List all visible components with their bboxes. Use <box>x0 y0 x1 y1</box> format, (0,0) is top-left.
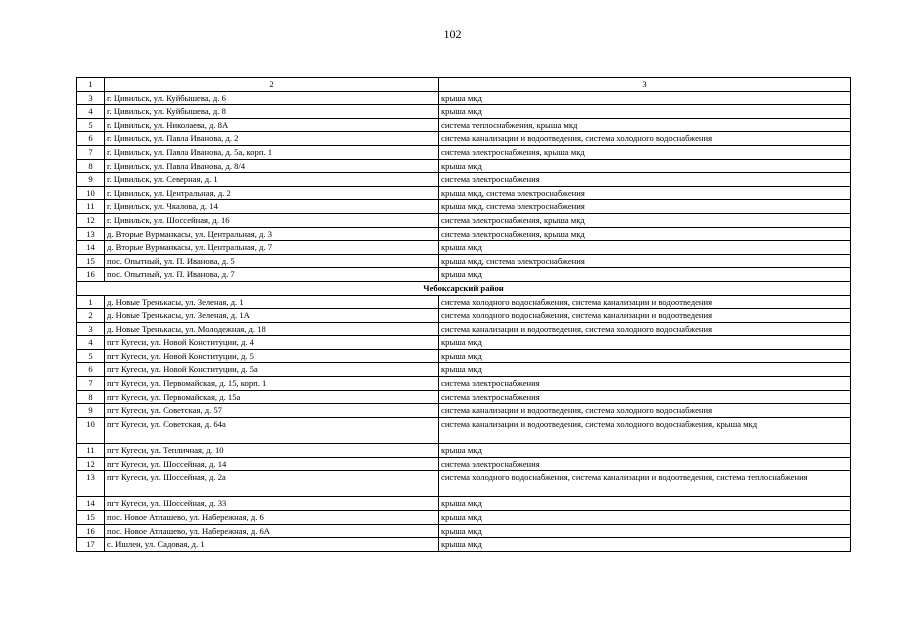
row-works: крыша мкд, система электроснабжения <box>439 254 851 268</box>
row-works: система канализации и водоотведения, система холодного водоснабжения, крыша мкд <box>439 417 851 443</box>
row-address: г. Цивильск, ул. Павла Иванова, д. 5а, корп. 1 <box>105 145 439 159</box>
row-works: система электроснабжения <box>439 173 851 187</box>
row-address: пгт Кугеси, ул. Первомайская, д. 15, корп. 1 <box>105 377 439 391</box>
row-address: г. Цивильск, ул. Чкалова, д. 14 <box>105 200 439 214</box>
row-address: пгт Кугеси, ул. Советская, д. 64а <box>105 417 439 443</box>
row-address: пгт Кугеси, ул. Тепличная, д. 10 <box>105 444 439 458</box>
row-address: пгт Кугеси, ул. Шоссейная, д. 2а <box>105 471 439 497</box>
row-works: крыша мкд <box>439 497 851 511</box>
table-row <box>77 471 851 497</box>
row-number: 10 <box>77 186 105 200</box>
row-works: система электроснабжения <box>439 377 851 391</box>
column-number-3: 3 <box>439 78 851 92</box>
row-number: 7 <box>77 377 105 391</box>
row-works: крыша мкд, система электроснабжения <box>439 186 851 200</box>
column-number-row <box>77 78 851 92</box>
table-row <box>77 524 851 538</box>
row-number: 15 <box>77 254 105 268</box>
row-works: крыша мкд <box>439 241 851 255</box>
table-row <box>77 200 851 214</box>
row-works: система электроснабжения <box>439 457 851 471</box>
register-table-body <box>77 78 851 552</box>
row-works: крыша мкд <box>439 524 851 538</box>
row-works: система канализации и водоотведения, система холодного водоснабжения <box>439 132 851 146</box>
row-address: г. Цивильск, ул. Николаева, д. 8А <box>105 118 439 132</box>
register-table <box>76 77 851 552</box>
row-address: г. Цивильск, ул. Куйбышева, д. 6 <box>105 91 439 105</box>
table-row <box>77 145 851 159</box>
row-address: д. Вторые Вурманкасы, ул. Центральная, д. 7 <box>105 241 439 255</box>
row-works: система холодного водоснабжения, система канализации и водоотведения, система теплоснабжения <box>439 471 851 497</box>
row-works: система холодного водоснабжения, система канализации и водоотведения <box>439 295 851 309</box>
row-works: система холодного водоснабжения, система канализации и водоотведения <box>439 309 851 323</box>
table-row <box>77 254 851 268</box>
row-works: система электроснабжения, крыша мкд <box>439 145 851 159</box>
table-row <box>77 511 851 525</box>
row-number: 6 <box>77 363 105 377</box>
row-works: крыша мкд <box>439 363 851 377</box>
table-row <box>77 404 851 418</box>
table-row <box>77 105 851 119</box>
row-number: 16 <box>77 268 105 282</box>
row-works: крыша мкд <box>439 336 851 350</box>
row-number: 2 <box>77 309 105 323</box>
row-address: пгт Кугеси, ул. Новой Конституции, д. 5 <box>105 349 439 363</box>
table-row <box>77 227 851 241</box>
row-address: г. Цивильск, ул. Шоссейная, д. 16 <box>105 213 439 227</box>
table-row <box>77 173 851 187</box>
row-works: крыша мкд <box>439 349 851 363</box>
row-works: крыша мкд <box>439 159 851 173</box>
row-address: пос. Опытный, ул. П. Иванова, д. 5 <box>105 254 439 268</box>
row-address: пгт Кугеси, ул. Первомайская, д. 15а <box>105 390 439 404</box>
table-row <box>77 497 851 511</box>
row-address: пгт Кугеси, ул. Новой Конституции, д. 4 <box>105 336 439 350</box>
row-number: 11 <box>77 444 105 458</box>
row-address: с. Ишлеи, ул. Садовая, д. 1 <box>105 538 439 552</box>
row-works: крыша мкд <box>439 268 851 282</box>
table-row <box>77 457 851 471</box>
table-row <box>77 390 851 404</box>
row-works: крыша мкд <box>439 91 851 105</box>
table-row <box>77 377 851 391</box>
row-works: система электроснабжения, крыша мкд <box>439 213 851 227</box>
row-works: система теплоснабжения, крыша мкд <box>439 118 851 132</box>
row-number: 9 <box>77 173 105 187</box>
row-number: 7 <box>77 145 105 159</box>
row-number: 12 <box>77 213 105 227</box>
row-address: пос. Опытный, ул. П. Иванова, д. 7 <box>105 268 439 282</box>
row-number: 6 <box>77 132 105 146</box>
table-row <box>77 363 851 377</box>
row-number: 3 <box>77 91 105 105</box>
row-number: 14 <box>77 497 105 511</box>
row-address: д. Вторые Вурманкасы, ул. Центральная, д. 3 <box>105 227 439 241</box>
row-address: пос. Новое Атлашево, ул. Набережная, д. 6 <box>105 511 439 525</box>
row-address: д. Новые Тренькасы, ул. Зеленая, д. 1А <box>105 309 439 323</box>
table-row <box>77 444 851 458</box>
row-number: 13 <box>77 227 105 241</box>
row-number: 11 <box>77 200 105 214</box>
row-address: г. Цивильск, ул. Северная, д. 1 <box>105 173 439 187</box>
table-row <box>77 268 851 282</box>
table-row <box>77 336 851 350</box>
row-number: 16 <box>77 524 105 538</box>
row-number: 10 <box>77 417 105 443</box>
row-address: г. Цивильск, ул. Павла Иванова, д. 8/4 <box>105 159 439 173</box>
row-number: 15 <box>77 511 105 525</box>
row-works: система электроснабжения, крыша мкд <box>439 227 851 241</box>
row-address: пгт Кугеси, ул. Новой Конституции, д. 5а <box>105 363 439 377</box>
page-number: 102 <box>443 27 462 41</box>
table-row <box>77 186 851 200</box>
row-address: д. Новые Тренькасы, ул. Зеленая, д. 1 <box>105 295 439 309</box>
table-row <box>77 538 851 552</box>
row-number: 5 <box>77 349 105 363</box>
row-number: 8 <box>77 390 105 404</box>
row-works: крыша мкд <box>439 538 851 552</box>
row-number: 14 <box>77 241 105 255</box>
row-number: 12 <box>77 457 105 471</box>
table-row <box>77 295 851 309</box>
table-row <box>77 213 851 227</box>
row-works: система канализации и водоотведения, система холодного водоснабжения <box>439 404 851 418</box>
table-row <box>77 159 851 173</box>
row-works: крыша мкд <box>439 511 851 525</box>
row-number: 8 <box>77 159 105 173</box>
section-title: Чебоксарский район <box>77 281 851 295</box>
table-row <box>77 132 851 146</box>
row-number: 4 <box>77 336 105 350</box>
row-works: система канализации и водоотведения, система холодного водоснабжения <box>439 322 851 336</box>
row-number: 3 <box>77 322 105 336</box>
row-number: 4 <box>77 105 105 119</box>
table-row <box>77 241 851 255</box>
row-number: 1 <box>77 295 105 309</box>
column-number-2: 2 <box>105 78 439 92</box>
row-address: д. Новые Тренькасы, ул. Молодежная, д. 18 <box>105 322 439 336</box>
table-row <box>77 309 851 323</box>
row-address: пгт Кугеси, ул. Шоссейная, д. 33 <box>105 497 439 511</box>
row-number: 9 <box>77 404 105 418</box>
column-number-1: 1 <box>77 78 105 92</box>
row-address: г. Цивильск, ул. Центральная, д. 2 <box>105 186 439 200</box>
row-works: крыша мкд <box>439 105 851 119</box>
row-works: крыша мкд, система электроснабжения <box>439 200 851 214</box>
row-address: пгт Кугеси, ул. Советская, д. 57 <box>105 404 439 418</box>
row-address: г. Цивильск, ул. Куйбышева, д. 8 <box>105 105 439 119</box>
row-works: система электроснабжения <box>439 390 851 404</box>
table-row <box>77 349 851 363</box>
row-number: 17 <box>77 538 105 552</box>
row-address: г. Цивильск, ул. Павла Иванова, д. 2 <box>105 132 439 146</box>
row-address: пос. Новое Атлашево, ул. Набережная, д. 6А <box>105 524 439 538</box>
section-row <box>77 281 851 295</box>
row-number: 13 <box>77 471 105 497</box>
table-row <box>77 417 851 443</box>
table-row <box>77 91 851 105</box>
row-works: крыша мкд <box>439 444 851 458</box>
row-address: пгт Кугеси, ул. Шоссейная, д. 14 <box>105 457 439 471</box>
row-number: 5 <box>77 118 105 132</box>
table-row <box>77 118 851 132</box>
table-row <box>77 322 851 336</box>
